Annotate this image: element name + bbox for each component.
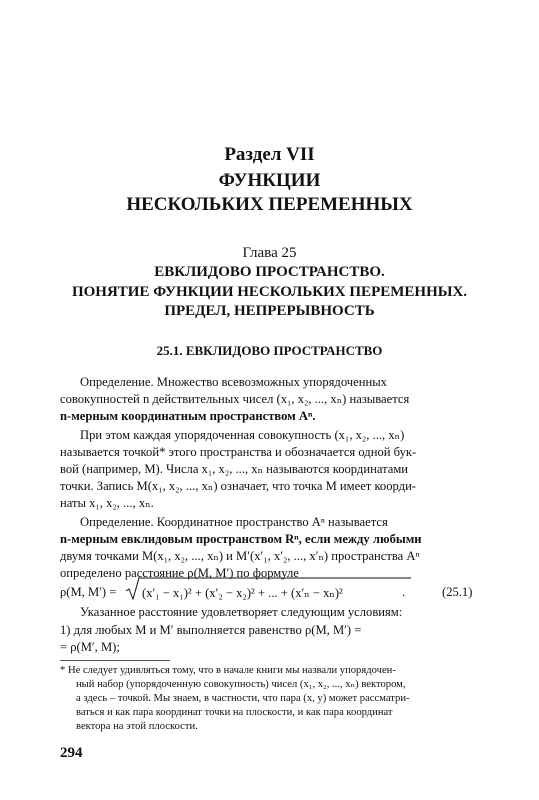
footnote-line: * Не следует удивляться тому, что в начале книги мы назвали упорядочен-	[60, 665, 396, 676]
body-line: Указанное расстояние удовлетворяет следующим условиям:	[80, 605, 403, 619]
body-line: определено расстояние ρ(M, M′) по формуле	[60, 566, 299, 580]
page-number: 294	[60, 745, 83, 761]
body-line: наты x₁, x₂, ..., xₙ.	[60, 496, 154, 510]
part-name-line-1: ФУНКЦИИ	[218, 170, 321, 191]
body-line: точки. Запись M(x₁, x₂, ..., xₙ) означает, что точка M имеет коорди-	[60, 479, 416, 493]
formula-radicand: (x′₁ − x₁)² + (x′₂ − x₂)² + ... + (x′ₙ − xₙ)²	[142, 586, 343, 600]
body-line: двумя точками M(x₁, x₂, ..., xₙ) и M′(x′₁, x′₂, ..., x′ₙ) пространства Aⁿ	[60, 549, 420, 563]
chapter-name-line-1: ЕВКЛИДОВО ПРОСТРАНСТВО.	[154, 264, 385, 280]
body-line: n-мерным евклидовым пространством Rⁿ, если между любыми	[60, 532, 422, 546]
body-line: n-мерным координатным пространством Aⁿ.	[60, 409, 316, 423]
body-line: вой (например, M). Числа x₁, x₂, ..., xₙ называются координатами	[60, 462, 409, 476]
footnote-line: вектора на этой плоскости.	[76, 721, 198, 732]
body-line: называется точкой* этого пространства и обозначается одной бук-	[60, 445, 417, 459]
footnote-divider	[60, 660, 170, 661]
chapter-name-line-2: ПОНЯТИЕ ФУНКЦИИ НЕСКОЛЬКИХ ПЕРЕМЕННЫХ.	[71, 284, 468, 300]
body-line: совокупностей n действительных чисел (x₁, x₂, ..., xₙ) называется	[60, 392, 410, 406]
chapter-number: Глава 25	[242, 245, 297, 261]
body-line: 1) для любых M и M′ выполняется равенство ρ(M, M′) =	[60, 623, 362, 637]
body-line: = ρ(M′, M);	[60, 640, 120, 654]
body-line: Определение. Координатное пространство Aⁿ называется	[80, 515, 388, 529]
body-line: При этом каждая упорядоченная совокупность (x₁, x₂, ..., xₙ)	[80, 428, 405, 442]
footnote-line: а здесь – точкой. Мы знаем, в частности, что пара (x, y) может рассматри-	[76, 693, 410, 704]
radical-sign	[126, 577, 140, 601]
part-title: Раздел VII	[224, 144, 315, 165]
formula-tail: .	[402, 585, 406, 599]
footnote-line: ный набор (упорядоченную совокупность) чисел (x₁, x₂, ..., xₙ) вектором,	[76, 679, 406, 690]
footnote-line: ваться и как пара координат точки на плоскости, и как пара координат	[76, 707, 393, 718]
chapter-name-line-3: ПРЕДЕЛ, НЕПРЕРЫВНОСТЬ	[164, 303, 375, 319]
body-line: Определение. Множество всевозможных упорядоченных	[80, 375, 387, 389]
distance-formula	[60, 577, 480, 603]
part-name-line-2: НЕСКОЛЬКИХ ПЕРЕМЕННЫХ	[126, 194, 413, 215]
formula-number: (25.1)	[442, 585, 473, 599]
section-title: 25.1. ЕВКЛИДОВО ПРОСТРАНСТВО	[156, 343, 383, 358]
formula-lhs: ρ(M, M′) =	[60, 585, 117, 599]
